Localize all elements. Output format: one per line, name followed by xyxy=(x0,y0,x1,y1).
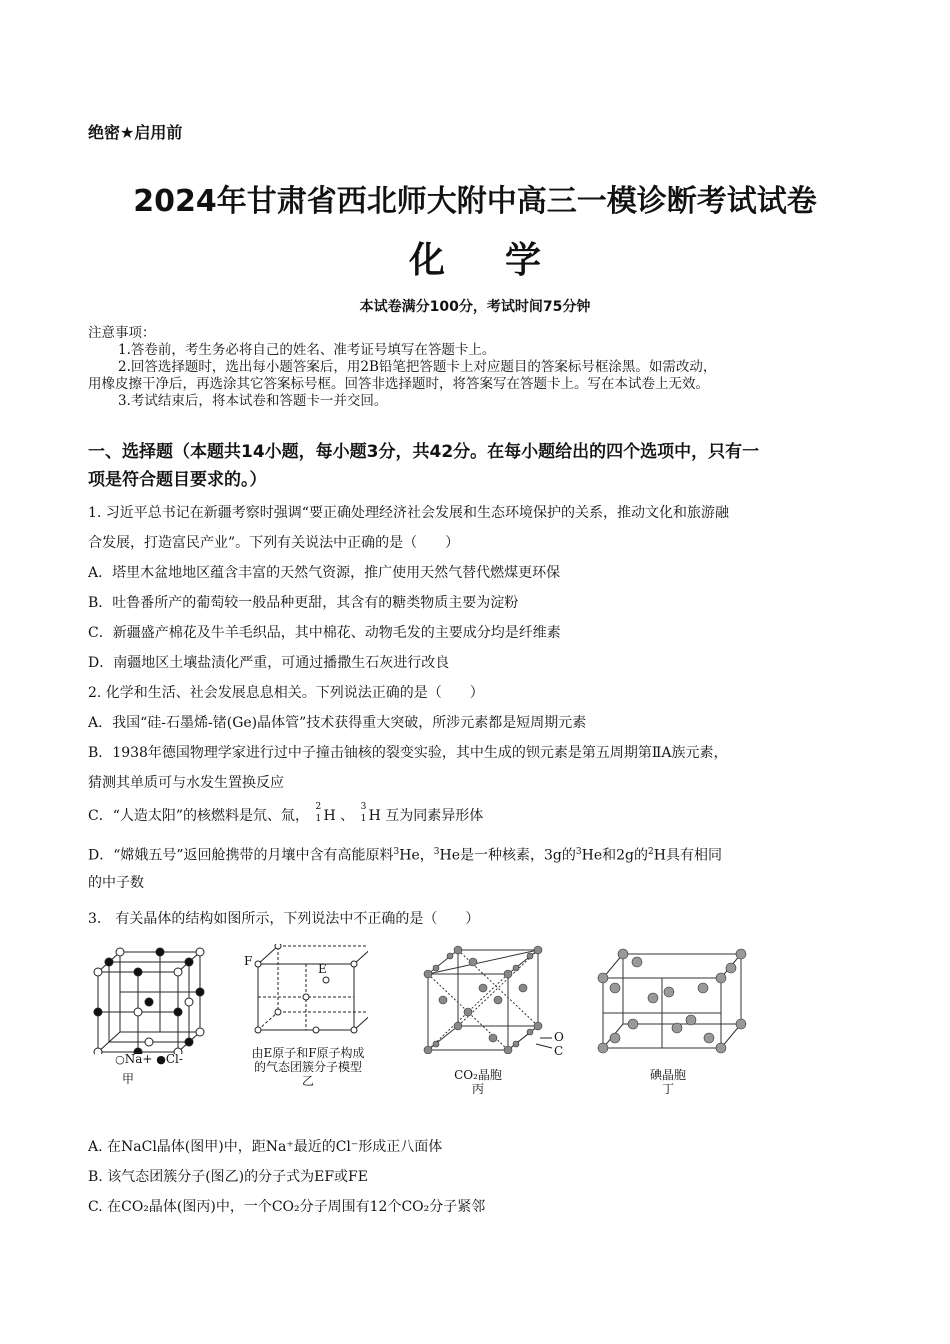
section-heading xyxy=(88,438,860,494)
q1-option-b: B．吐鲁番所产的葡萄较一般品种更甜，其含有的糖类物质主要为淀粉 xyxy=(88,595,519,611)
q2-option-b-cont: 猜测其单质可与水发生置换反应 xyxy=(88,775,284,791)
exam-title: 2024年甘肃省西北师大附中高三一模诊断考试试卷 xyxy=(133,184,817,219)
q3-option-a: A. 在NaCl晶体(图甲)中，距Na⁺最近的Cl⁻形成正八面体 xyxy=(88,1139,443,1155)
q2-option-b: B．1938年德国物理学家进行过中子撞击铀核的裂变实验，其中生成的钡元素是第五周期第ⅡA族元素， xyxy=(88,745,728,761)
confidential-mark: 绝密★启用前 xyxy=(88,123,183,142)
cluster-molecule-diagram xyxy=(238,944,368,1039)
crystal-figures xyxy=(88,944,768,1094)
isotope-notation: 2 1 xyxy=(315,802,322,824)
fig-yi-caption: 由E原子和F原子构成 的气态团簇分子模型 乙 xyxy=(251,1046,365,1088)
fig-jia-label: 甲 xyxy=(121,1072,134,1086)
q2-option-c: C．“人造太阳”的核燃料是氘、氚， 2 1 H 、 3 1 H 互为同素异形体 xyxy=(88,802,484,824)
fig-ding-caption: 碘晶胞 丁 xyxy=(649,1068,686,1096)
question-1 xyxy=(88,498,868,678)
q3-stem: 3. 有关晶体的结构如图所示，下列说法中不正确的是（ ） xyxy=(88,911,480,927)
atom-f-label: F xyxy=(244,954,253,968)
section-heading-line: 项是符合题目要求的。） xyxy=(88,470,267,490)
note-item: 2.回答选择题时，选出每小题答案后，用2B铅笔把答题卡上对应题目的答案标号框涂黑。如需改动， xyxy=(118,359,717,375)
section-heading-line: 一、选择题（本题共14小题，每小题3分，共42分。在每小题给出的四个选项中，只有一 xyxy=(88,442,760,462)
fig-bing-caption: CO₂晶胞 丙 xyxy=(454,1068,502,1096)
q2-option-d: D．“嫦娥五号”返回舱携带的月壤中含有高能原料$^3$He，$^3$He是一种核素，3g的$^3$He和2g的$^2$H具有相同 xyxy=(88,847,722,864)
carbon-label: C xyxy=(554,1044,564,1058)
nacl-legend: ○Na+ ●Cl- xyxy=(115,1052,183,1066)
score-info: 本试卷满分100分，考试时间75分钟 xyxy=(359,299,591,315)
q3-option-c: C. 在CO₂晶体(图丙)中，一个CO₂分子周围有12个CO₂分子紧邻 xyxy=(88,1199,486,1215)
notes-block xyxy=(88,325,868,410)
q2-option-a: A．我国“硅-石墨烯-锗(Ge)晶体管”技术获得重大突破，所涉元素都是短周期元素 xyxy=(88,715,587,731)
co2-unit-cell-diagram xyxy=(418,944,568,1054)
subject-title: 化学 xyxy=(408,240,601,281)
q1-option-d: D．南疆地区土壤盐渍化严重，可通过播撒生石灰进行改良 xyxy=(88,655,450,671)
iodine-unit-cell-diagram xyxy=(593,948,753,1058)
q1-option-c: C．新疆盛产棉花及牛羊毛织品，其中棉花、动物毛发的主要成分均是纤维素 xyxy=(88,625,561,641)
atom-e-label: E xyxy=(318,962,327,976)
q3-option-b: B. 该气态团簇分子(图乙)的分子式为EF或FE xyxy=(88,1169,368,1185)
note-item: 1.答卷前，考生务必将自己的姓名、准考证号填写在答题卡上。 xyxy=(118,342,496,358)
q2-option-d-cont: 的中子数 xyxy=(88,874,144,891)
oxygen-label: O xyxy=(554,1030,564,1044)
nacl-crystal-diagram xyxy=(88,944,218,1054)
q3-options xyxy=(88,1132,868,1222)
q1-stem: 1. 习近平总书记在新疆考察时强调“要正确处理经济社会发展和生态环境保护的关系，推动文化和旅游融 xyxy=(88,505,729,521)
note-item: 3.考试结束后，将本试卷和答题卡一并交回。 xyxy=(118,393,388,409)
q1-option-a: A．塔里木盆地地区蕴含丰富的天然气资源，推广使用天然气替代燃煤更环保 xyxy=(88,565,561,581)
q2-stem: 2. 化学和生活、社会发展息息相关。下列说法正确的是（ ） xyxy=(88,685,484,701)
question-2 xyxy=(88,678,868,898)
notes-heading: 注意事项： xyxy=(88,325,156,341)
note-item: 用橡皮擦干净后，再选涂其它答案标号框。回答非选择题时，将答案写在答题卡上。写在本试卷上无效。 xyxy=(88,376,709,392)
q1-stem: 合发展，打造富民产业”。下列有关说法中正确的是（ ） xyxy=(88,535,460,551)
isotope-notation: 3 1 xyxy=(360,802,367,824)
